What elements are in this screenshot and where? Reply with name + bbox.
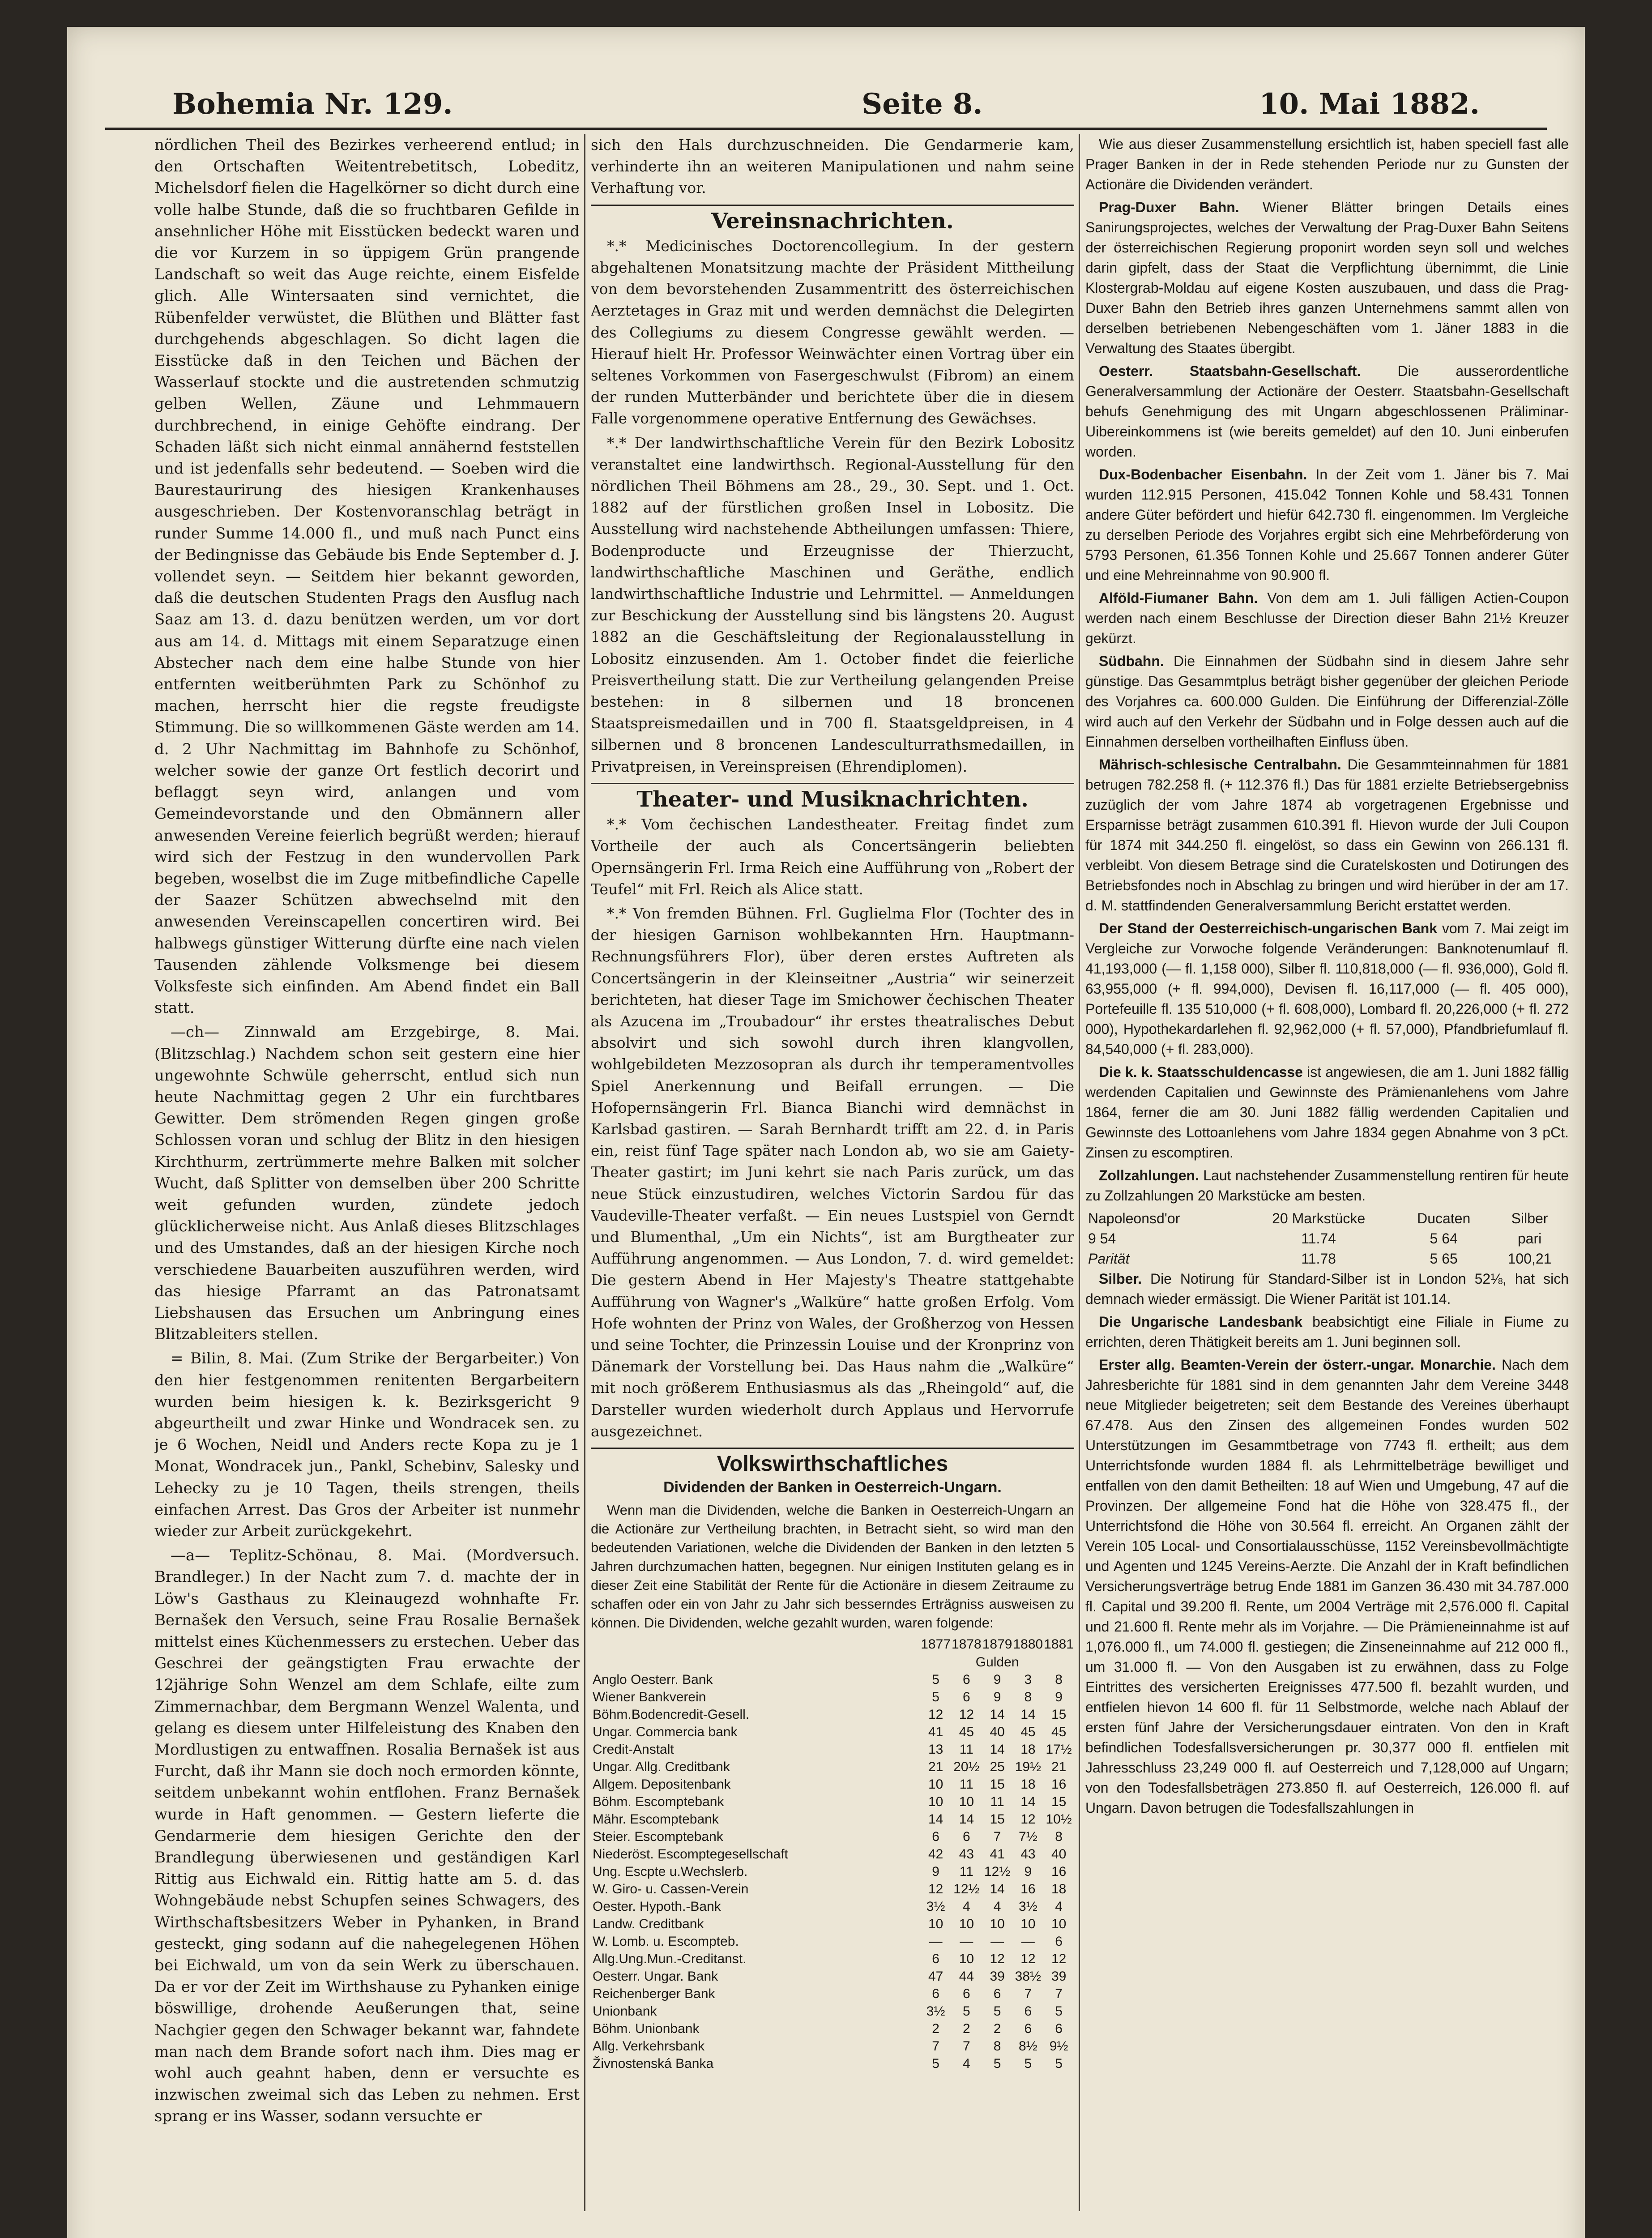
- year-header: 1879: [982, 1637, 1012, 1652]
- zoll-row: [1085, 1249, 1569, 1269]
- dividend-value: 7½: [1019, 1829, 1037, 1845]
- dividend-row: [591, 1793, 1074, 1811]
- dividend-value: 6: [932, 1829, 939, 1845]
- article-text: Die Gesammteinnahmen für 1881 betrugen 782.258 fl. (+ 112.376 fl.) Das für 1881 erzielte Betriebsergebniss zuzüglich der vom Jahre 1874 ab vorgetragenen Ergebnisse und Ersparnisse beträgt zusammen 610.391 fl. Hievon wurde der Juli Coupon für 1874 mit 344.250 fl. eingelöst, so dass ein Gewinn von 266.131 fl. verbleibt. Von diesem Betrage sind die Curatelskosten und Dotirungen des Betriebsfondes noch in Abschlag zu bringen und wird hierüber in der am 17. d. M. stattfindenden Generalversammlung Bericht erstattet werden.: [1085, 756, 1569, 914]
- dividend-value: 6: [1055, 2021, 1063, 2037]
- dividend-subheading: Dividenden der Banken in Oesterreich-Ungarn.: [663, 1479, 1002, 1496]
- zoll-cell: 11.78: [1301, 1251, 1336, 1267]
- company-name: Der Stand der Oesterreichisch-ungarischen Bank: [1099, 920, 1438, 936]
- dividend-value: 16: [1051, 1777, 1067, 1792]
- dividend-row: [591, 1898, 1074, 1915]
- column-society-theater-economy: [591, 134, 1074, 2220]
- dividend-value: 45: [1020, 1725, 1036, 1740]
- dividend-value: 11: [959, 1742, 973, 1757]
- dividend-value: 10: [1051, 1917, 1067, 1932]
- dividend-value: 14: [928, 1812, 943, 1827]
- dividend-value: 10: [928, 1777, 943, 1792]
- dividend-value: 43: [959, 1847, 974, 1862]
- bank-name: Steier. Escomptebank: [593, 1829, 723, 1845]
- article-saaz-hail: nördlichen Theil des Bezirkes verheerend entlud; in den Ortschaften Weitentrebetitsch, Lobeditz, Michelsdorf fielen die Hagelkörner so dicht durch eine volle halbe Stunde, daß die so fruchtbaren Gefilde in ansehnlicher Höhe mit Eisstücken bedeckt waren und die vor Kurzem in so üppigem Grün prangende Landschaft so weit das Auge reichte, einem Eisfelde glich. Alle Wintersaaten sind vernichtet, die Rübenfelder verwüstet, die Blüthen und Blätter fast durchgehends abgeschlagen. So dicht lagen die Eisstücke daß in den Teichen und Bächen der Wasserlauf stockte und die austretenden schmutzig gelben Wellen, Zäune und Lehmmauern durchbrechend, in einige Gehöfte eindrang. Der Schaden läßt sich nicht einmal annähernd feststellen und ist jedenfalls sehr bedeutend. — Soeben wird die Baurestaurirung des hiesigen Krankenhauses ausgeschrieben. Der Kostenvoranschlag beträgt in runder Summe 14.000 fl., und muß nach Punct eins der Bedingnisse das Gebäude bis Ende September d. J. vollendet seyn. — Seitdem hier bekannt geworden, daß die deutschen Studenten Prags den Ausflug nach Saaz am 13. d. dazu benützen werden, um vor dort aus am 14. d. Mittags mit einem Separatzuge einen Abstecher nach dem eine halbe Stunde von hier entfernten weitberühmten Park zu Schönhof zu machen, herrscht hier die regste freudigste Stimmung. Die so willkommenen Gäste werden am 14. d. 2 Uhr Nachmittag im Bahnhofe zu Schönhof, welcher sowie der ganze Ort festlich decorirt und beflaggt seyn wird, anlangen und vom Gemeindevorstande und den Obmännern aller anwesenden Vereine feierlich begrüßt werden; hierauf wird sich der Festzug in den wundervollen Park begeben, woselbst die im Zuge mitbefindliche Capelle der Saazer Schützen abwechselnd mit den anwesenden Vereinscapellen concertiren wird. Bei halbwegs günstiger Witterung dürfte eine nach vielen Tausenden zählende Volksmenge bei diesem Volksfeste sich einfinden. Am Abend findet ein Ball statt.: [154, 136, 580, 1017]
- dividend-value: 9: [993, 1672, 1001, 1687]
- dividend-value: 39: [990, 1969, 1005, 1984]
- dividend-value: 5: [993, 2004, 1001, 2019]
- dividend-value: 21: [928, 1760, 943, 1775]
- dividend-value: 12: [1051, 1952, 1067, 1967]
- article-text: beabsichtigt eine Filiale in Fiume zu errichten, deren Thätigkeit bereits am 1. Juni beginnen soll.: [1085, 1314, 1569, 1350]
- unit-label: Gulden: [975, 1655, 1019, 1670]
- dividend-value: 5: [932, 1690, 939, 1705]
- dividend-value: 12½: [953, 1882, 980, 1897]
- zoll-cell: Parität: [1088, 1251, 1130, 1267]
- bank-name: Allgem. Depositenbank: [593, 1777, 731, 1792]
- article-teplitz-continued: sich den Hals durchzuschneiden. Die Gendarmerie kam, verhinderte ihn an weiteren Manipulationen und nahm seine Verhaftung vor.: [591, 136, 1074, 197]
- dividend-value: 11: [990, 1794, 1004, 1810]
- dividend-value: 8: [993, 2039, 1001, 2054]
- dividend-row: [591, 1828, 1074, 1845]
- dividend-value: 41: [928, 1725, 943, 1740]
- dividend-value: 5: [993, 2056, 1001, 2071]
- zoll-row: [1085, 1229, 1569, 1249]
- zoll-header: Ducaten: [1417, 1210, 1471, 1226]
- zoll-header: 20 Markstücke: [1272, 1210, 1366, 1226]
- dividend-value: —: [1021, 1934, 1035, 1949]
- dividend-value: 6: [963, 1986, 970, 2002]
- dividend-row: [591, 1985, 1074, 2003]
- article-zollzahlungen: [1085, 1166, 1569, 1206]
- dividend-row: [591, 2020, 1074, 2037]
- dividend-value: 4: [1055, 1899, 1063, 1914]
- dividend-value: 38½: [1015, 1969, 1042, 1984]
- dividend-value: 10: [928, 1917, 943, 1932]
- dividend-value: 2: [932, 2021, 939, 2037]
- article-text: Die Notirung für Standard-Silber ist in London 52⅛, hat sich demnach wieder ermässigt. Die Wiener Parität ist 101.14.: [1085, 1271, 1569, 1307]
- page-header: [172, 74, 1480, 128]
- dividend-value: 5: [1055, 2004, 1063, 2019]
- column-rule-1: [584, 134, 585, 2211]
- dividend-row: [591, 2037, 1074, 2055]
- page-number: Seite 8.: [862, 87, 983, 121]
- dividend-value: 6: [932, 1952, 939, 1967]
- dividend-value: 6: [1024, 2021, 1032, 2037]
- year-header: 1878: [952, 1637, 982, 1652]
- dividend-value: 3½: [926, 2004, 945, 2019]
- dividend-value: —: [990, 1934, 1004, 1949]
- dividend-value: 3½: [926, 1899, 945, 1914]
- dividend-value: 9: [993, 1690, 1001, 1705]
- article-suedbahn: [1085, 651, 1569, 752]
- dividend-value: 15: [1051, 1794, 1067, 1810]
- article-lobositz-exhibition: *.* Der landwirthschaftliche Verein für den Bezirk Lobositz veranstaltet eine landwirthsch. Regional-Ausstellung für den nördlichen Theil Böhmens am 28., 29., 30. Sept. und 1. Oct. 1882 auf der fürstlichen großen Insel in Lobositz. Die Ausstellung wird nachstehende Abtheilungen umfassen: Thiere, Bodenproducte und Erzeugnisse der Thierzucht, landwirthschaftliche Maschinen und Geräthe, endlich landwirthschaftliche Industrie und Lehrmittel. — Anmeldungen zur Beschickung der Ausstellung sind bis längstens 20. August 1882 an die Geschäftsleitung der Regionalausstellung in Lobositz einzusenden. Am 1. October findet die feierliche Preisvertheilung statt. Die zur Vertheilung gelangenden Preise bestehen: in 8 silbernen und 18 broncenen Staatspreismedaillen und in 700 fl. Staatsgeldpreisen, in 4 silbernen und 8 broncenen Landesculturrathsmedaillen, in Privatpreisen, in Vereinspreisen (Ehrendiplomen).: [591, 434, 1074, 775]
- dividend-value: 14: [990, 1707, 1005, 1722]
- dividend-value: 12: [1020, 1952, 1036, 1967]
- bank-name: Mähr. Escomptebank: [593, 1812, 719, 1827]
- dividend-row: [591, 1671, 1074, 1688]
- dividend-value: 19½: [1015, 1760, 1042, 1775]
- dividend-value: 15: [990, 1812, 1005, 1827]
- dividend-row: [591, 1776, 1074, 1793]
- dividend-value: 8: [1055, 1829, 1063, 1845]
- dividend-header-blank: [591, 1635, 920, 1653]
- bank-name: W. Lomb. u. Escompteb.: [593, 1934, 739, 1949]
- dividend-value: 14: [1020, 1794, 1036, 1810]
- column-rule-2: [1079, 134, 1080, 2211]
- bank-name: Unionbank: [593, 2004, 657, 2019]
- article-teplitz: —a— Teplitz-Schönau, 8. Mai. (Mordversuch. Brandleger.) In der Nacht zum 7. d. machte der in Löw's Gasthaus zu Kleinaugezd wohnhafte Fr. Bernašek den Versuch, seine Frau Rosalie Bernašek mittelst eines Küchenmessers zu erstechen. Ueber das Geschrei der geängstigten Frau erwachte der 12jährige Sohn Wenzel am dem Schlafe, eilte zum Zimmernachbar, dem Bergmann Wenzel Walenta, und gelang es diesem unter Hilfeleistung des Knaben den Mordlustigen zu entwaffnen. Rosalia Bernašek ist aus Furcht, daß ihr Mann sie doch noch ermorden könnte, seitdem unbekannt wohin entflohen. Franz Bernašek wurde in Haft genommen. — Gestern lieferte die Gendarmerie dem hiesigen Gerichte den der Brandlegung überwiesenen und geständigen Karl Rittig aus Eichwald ein. Rittig hatte am 5. d. das Wohngebäude nebst Schupfen seines Schwagers, des Wirthschaftsbesitzers Weber in Pyhanken, in Brand gesteckt, ging sodann auf die nahegelegenen Höhen bei Eichwald, um von da sein Werk zu überschauen. Da er vor der Zeit im Wirthshause zu Pyhanken einige böswillige, drohende Aeußerungen that, seine Nachgier gegen den Schwager bekannt war, fahndete man nach dem Brande sofort nach ihm. Dies mag er wohl auch geahnt haben, denn er versuchte es inzwischen zweimal sich das Leben zu nehmen. Erst sprang er ins Wasser, sodann versuchte er: [154, 1546, 580, 2126]
- bank-name: Wiener Bankverein: [593, 1690, 706, 1705]
- dividend-value: 2: [963, 2021, 970, 2037]
- dividend-value: 43: [1020, 1847, 1036, 1862]
- dividend-value: 9: [1055, 1690, 1063, 1705]
- article-text: In der Zeit vom 1. Jäner bis 7. Mai wurden 112.915 Personen, 415.042 Tonnen Kohle und 58.431 Tonnen andere Güter befördert und hiefür 642.730 fl. eingenommen. Im Vergleiche zu derselben Periode des Vorjahres ergibt sich eine Mehrbeförderung von 5793 Personen, 61.356 Tonnen Kohle und 25.667 Tonnen anderer Güter und eine Mehreinnahme von 90.900 fl.: [1085, 466, 1569, 583]
- section-heading-volkswirthschaft: Volkswirthschaftliches: [591, 1448, 1074, 1475]
- dividend-value: 44: [959, 1969, 974, 1984]
- dividend-value: 5: [1055, 2056, 1063, 2071]
- zoll-cell: 100,21: [1507, 1251, 1552, 1267]
- dividend-row: [591, 1723, 1074, 1741]
- bank-name: Oester. Hypoth.-Bank: [593, 1899, 721, 1914]
- dividend-value: 6: [963, 1829, 970, 1845]
- article-staatsschuldencasse: [1085, 1062, 1569, 1163]
- article-text: vom 7. Mai zeigt im Vergleiche zur Vorwoche folgende Veränderungen: Banknotenumlauf fl. 41,193,000 (— fl. 1,158 000), Silber fl. 110,818,000 (— fl. 936,000), Gold fl. 63,955,000 (+ fl. 994,000), Devisen fl. 16,117,000 (— fl. 405 000), Portefeuille fl. 135 510,000 (+ fl. 608,000), Lombard fl. 20,226,000 (+ fl. 272 000), Hypothekardarlehen fl. 92,962,000 (+ fl. 57,000), Pfandbriefumlauf fl. 84,540,000 (+ fl. 283,000).: [1085, 920, 1569, 1057]
- article-doctorencollegium: *.* Medicinisches Doctorencollegium. In der gestern abgehaltenen Monatsitzung machte der Präsident Mittheilung von dem bevorstehenden Zusammentritt des österreichischen Aerztetages in Graz mit und werden demnächst die Delegirten des Collegiums zu diesem Congresse gewählt werden. — Hierauf hielt Hr. Professor Weinwächter einen Vortrag über ein seltenes Vorkommen von Fasergeschwulst (Fibrom) an einem der runden Mutterbänder und berichtete über die in diesem Falle vorgenommene operative Entfernung des Gewächses.: [591, 237, 1074, 427]
- bank-name: Živnostenská Banka: [593, 2056, 714, 2071]
- dividend-value: 10: [1020, 1917, 1036, 1932]
- dividend-row: [591, 1845, 1074, 1863]
- issue-date: 10. Mai 1882.: [1259, 87, 1480, 121]
- dividend-value: 8: [1024, 1690, 1032, 1705]
- dividend-value: 14: [990, 1742, 1005, 1757]
- dividend-row: [591, 1811, 1074, 1828]
- year-header: 1881: [1044, 1637, 1074, 1652]
- year-header: 1880: [1013, 1637, 1043, 1652]
- header-rule: [105, 128, 1547, 130]
- article-bilin: = Bilin, 8. Mai. (Zum Strike der Bergarbeiter.) Von den hier festgenommen renitenten Bergarbeitern wurden beim hiesigen k. k. Bezirksgericht 9 abgeurtheilt und zwar Hinke und Wondracek sen. zu je 6 Wochen, Neidl und Anders recte Kopa zu je 1 Monat, Wondracek jun., Pankl, Schebinv, Salesky und Lehecky zu je 10 Tagen, theils strengen, theils einfachen Arrest. Das Gros der Arbeiter ist nunmehr wieder zur Arbeit zurückgekehrt.: [154, 1350, 580, 1540]
- dividend-value: 18: [1020, 1742, 1036, 1757]
- dividend-value: 3½: [1019, 1899, 1037, 1914]
- dividend-value: —: [960, 1934, 973, 1949]
- dividend-value: 47: [928, 1969, 943, 1984]
- article-prag-duxer: [1085, 197, 1569, 359]
- bank-name: Allg.Ung.Mun.-Creditanst.: [593, 1952, 747, 1967]
- dividend-value: 3: [1024, 1672, 1032, 1687]
- dividend-value: 14: [959, 1812, 974, 1827]
- bank-name: Böhm. Escomptebank: [593, 1794, 724, 1810]
- company-name: Die Ungarische Landesbank: [1099, 1314, 1302, 1330]
- dividend-value: 10: [959, 1952, 974, 1967]
- dividend-value: 8: [1055, 1672, 1063, 1687]
- article-text: Die ausserordentliche Generalversammlung der Actionäre der Oesterr. Staatsbahn-Gesellschaft behufs Genehmigung des mit Ungarn abgeschlossenen Präliminar-Uibereinkommens ist (wie bereits gemeldet) auf den 10. Juni einberufen worden.: [1085, 363, 1569, 460]
- dividend-value: 10: [959, 1917, 974, 1932]
- article-silber: [1085, 1269, 1569, 1309]
- unit-row: [591, 1653, 1074, 1671]
- article-text: Laut nachstehender Zusammenstellung rentiren für heute zu Zollzahlungen 20 Markstücke am besten.: [1085, 1167, 1569, 1204]
- dividend-value: 14: [1020, 1707, 1036, 1722]
- dividend-value: 7: [963, 2039, 970, 2054]
- dividend-value: 42: [928, 1847, 943, 1862]
- company-name: Mährisch-schlesische Centralbahn.: [1099, 756, 1341, 773]
- dividend-row: [591, 1880, 1074, 1898]
- bank-name: Landw. Creditbank: [593, 1917, 704, 1932]
- dividend-value: 16: [1051, 1864, 1067, 1879]
- zoll-cell: 9 54: [1088, 1230, 1116, 1247]
- zoll-header-row: [1085, 1209, 1569, 1229]
- section-heading-theater: Theater- und Musiknachrichten.: [591, 783, 1074, 810]
- article-ungarische-landesbank: [1085, 1312, 1569, 1352]
- bank-name: Oesterr. Ungar. Bank: [593, 1969, 718, 1984]
- dividend-row: [591, 2055, 1074, 2072]
- column-local-news: [154, 134, 580, 2220]
- dividend-value: 12: [928, 1707, 943, 1722]
- dividend-value: 40: [1051, 1847, 1067, 1862]
- company-name: Silber.: [1099, 1271, 1142, 1287]
- dividend-value: 12½: [984, 1864, 1011, 1879]
- dividend-value: 7: [932, 2039, 939, 2054]
- dividend-value: 2: [993, 2021, 1001, 2037]
- dividend-value: 45: [1051, 1725, 1067, 1740]
- dividend-value: 40: [990, 1725, 1005, 1740]
- bank-name: Ungar. Commercia bank: [593, 1725, 738, 1740]
- article-beamten-verein: [1085, 1355, 1569, 1818]
- company-name: Dux-Bodenbacher Eisenbahn.: [1099, 466, 1307, 483]
- bank-name: Niederöst. Escomptegesellschaft: [593, 1847, 788, 1862]
- article-national-bank: [1085, 918, 1569, 1059]
- dividend-value: 12: [990, 1952, 1005, 1967]
- column-finance-news: [1085, 134, 1569, 2220]
- dividend-row: [591, 1688, 1074, 1706]
- dividend-value: 7: [993, 1829, 1001, 1845]
- dividend-value: 15: [990, 1777, 1005, 1792]
- zoll-table: [1085, 1209, 1569, 1269]
- dividend-value: 12: [928, 1882, 943, 1897]
- dividend-value: 6: [993, 1986, 1001, 2002]
- article-zinnwald: —ch— Zinnwald am Erzgebirge, 8. Mai. (Blitzschlag.) Nachdem schon seit gestern eine hier ungewohnte Schwüle geherrscht, entlud sich nun heute Nachmittag gegen 2 Uhr ein furchtbares Gewitter. Dem strömenden Regen gingen große Schlossen voran und schlug der Blitz in den hiesigen Kirchthurm, zertrümmerte mehre Balken mit solcher Wucht, daß Splitter von demselben über 200 Schritte weit gefunden wurden, zündete jedoch glücklicherweise nicht. Aus Anlaß dieses Blitzschlages und des Umstandes, daß an der hiesigen Kirche noch verschiedene Bauarbeiten auszuführen werden, wird das hiesige Pfarramt an das Patronatsamt Liebshausen das Ersuchen um Anbringung eines Blitzableiters stellen.: [154, 1023, 580, 1344]
- dividend-value: 25: [990, 1760, 1005, 1775]
- masthead-title: Bohemia Nr. 129.: [172, 87, 453, 121]
- dividend-value: 15: [1051, 1707, 1067, 1722]
- zoll-cell: pari: [1517, 1230, 1542, 1247]
- bank-name: Ungar. Allg. Creditbank: [593, 1760, 730, 1775]
- company-name: Zollzahlungen.: [1099, 1167, 1199, 1183]
- zoll-header: Napoleonsd'or: [1088, 1210, 1180, 1226]
- article-alfoeld-fiume: [1085, 588, 1569, 649]
- dividend-value: 39: [1051, 1969, 1067, 1984]
- article-text: Wiener Blätter bringen Details eines Sanirungsprojectes, welches der Verwaltung der Prag-Duxer Bahn Seitens der österreichischen Regierung proponirt worden seyn soll und welches darin gipfelt, dass der Staat die Verpflichtung übernimmt, die Linie Klostergrab-Moldau auf eigene Kosten auszubauen, und dass die Prag-Duxer Bahn den Betrieb ihres ganzen Unternehmens sammt allen von derselben betriebenen Nebengeschäften vom 1. Jäner 1883 in die Verwaltung des Staates übergibt.: [1085, 199, 1569, 356]
- dividend-value: 7: [1024, 1986, 1032, 2002]
- dividend-value: 21: [1051, 1760, 1067, 1775]
- dividend-value: 18: [1051, 1882, 1067, 1897]
- dividend-row: [591, 1741, 1074, 1758]
- zoll-header: Silber: [1511, 1210, 1548, 1226]
- dividend-value: 10: [990, 1917, 1005, 1932]
- dividend-row: [591, 1968, 1074, 1985]
- dividend-value: 11: [959, 1864, 973, 1879]
- dividend-value: 4: [963, 1899, 970, 1914]
- article-dux-bodenbach: [1085, 465, 1569, 585]
- dividend-value: 5: [932, 2056, 939, 2071]
- article-fremde-buehnen: *.* Von fremden Bühnen. Frl. Guglielma Flor (Tochter des in der hiesigen Garnison wohlbekannten Hrn. Hauptmann-Rechnungsführers Flor), über deren erstes Auftreten als Concertsängerin in der Kleinseitner „Austria“ wir seinerzeit berichteten, hat dieser Tage im Smichower čechischen Theater als Azucena im „Troubadour“ ihr erstes theatralisches Debut absolvirt und sich sowohl durch ihren klangvollen, wohlgebildeten Mezzosopran als durch ihr temperamentvolles Spiel Anerkennung und Beifall errungen. — Die Hofopernsängerin Frl. Bianca Bianchi wird demnächst in Karlsbad gastiren. — Sarah Bernhardt trifft am 22. d. in Paris ein, reist fünf Tage später nach London ab, wo sie am Gaiety-Theater gastirt; im Juni kehrt sie nach Paris zurück, um das neue Stück einzustudiren, welches Victorin Sardou für das Vaudeville-Theater verfaßt. — Ein neues Lustspiel von Gerndt und Blumenthal, „Um ein Nichts“, ist am Burgtheater zur Aufführung angenommen. — Aus London, 7. d. wird gemeldet: Die gestern Abend in Her Majesty's Theatre stattgehabte Aufführung von Wagner's „Walküre“ hatte großen Erfolg. Vom Hofe wohnten der Prinz von Wales, der Großherzog von Hessen und seine Tochter, die Prinzessin Louise und der Kronprinz von Dänemark der Vorstellung bei. Das Haus nahm die „Walküre“ mit noch größerem Enthusiasmus als das „Rheingold“ auf, die Darsteller wurden wiederholt durch Applaus und Hervorrufe ausgezeichnet.: [591, 904, 1074, 1440]
- dividend-value: 11: [959, 1777, 973, 1792]
- unit-blank: [591, 1653, 920, 1671]
- dividend-value: 4: [993, 1899, 1001, 1914]
- section-heading-vereinsnachrichten: Vereinsnachrichten.: [591, 205, 1074, 232]
- article-text: Nach dem Jahresberichte für 1881 sind in dem genannten Jahr dem Vereine 3448 neue Mitglieder beigetreten; seit dem Bestande des Vereines überhaupt 67.478. Aus den Zinsen des allgemeinen Fondes wurden 502 Unterstützungen im Gesammtbetrage von 7743 fl. ertheilt; aus dem Unterrichtsfonde wurden 1884 fl. als Lehrmittelbeträge bewilliget und entfallen von den damit Betheilten: 18 auf Wien und Umgebung, 47 auf die Provinzen. Der allgemeine Fond hat die Höhe von 328.475 fl., der Unterrichtsfond die Höhe von 30.564 fl. erreicht. An Organen zählt der Verein 105 Local- und Consortialausschüsse, 1152 Vereinsbevollmächtigte und Agenten und 1245 Vereins-Aerzte. Die Anzahl der in Kraft befindlichen Versicherungsverträge betrug Ende 1881 im Ganzen 36.430 mit 34.787.000 fl. Capital und 39.200 fl. Rente, um 2004 Verträge mit 2,576.000 fl. Capital und 21.600 fl. Rente mehr als im Vorjahre. — Die Prämieneinnahme ist auf 1,076.000 fl., um 74.000 fl. gestiegen; die Zinseneinnahme auf 212 000 fl., um 31.000 fl. — Von den Ausgaben ist zu erwähnen, dass zu Folge Eintrittes des versicherten Ereignisses 477.500 fl. bezahlt wurden, und entfielen hievon 14 600 fl. für 11 Selbstmorde, welche nach Ablauf der ersten fünf Jahre der Versicherungsdauer eintraten. Von den in Kraft befindlichen Todesfallsversicherungen pr. 30,377 000 fl. entfielen mit Jahresschluss 23,249 000 fl. auf Oesterreich und 7,128,000 auf Ungarn; von den Todesfallsbeträgen 273.850 fl. auf Oesterreich, 126.000 fl. auf Ungarn. Davon betrugen die Todesfallszahlungen in: [1085, 1357, 1569, 1816]
- dividend-value: —: [929, 1934, 943, 1949]
- dividend-value: 4: [963, 2056, 970, 2071]
- dividend-row: [591, 1933, 1074, 1950]
- dividend-table: [591, 1635, 1074, 2072]
- company-name: Erster allg. Beamten-Verein der österr.-ungar. Monarchie.: [1099, 1357, 1496, 1373]
- dividend-value: 45: [959, 1725, 974, 1740]
- zoll-cell: 5 65: [1430, 1251, 1458, 1267]
- article-text: Von dem am 1. Juli fälligen Actien-Coupon werden nach einem Beschlusse der Direction dieser Bahn 21½ Kreuzer gekürzt.: [1085, 590, 1569, 646]
- dividend-value: 6: [1024, 2004, 1032, 2019]
- zoll-cell: 11.74: [1301, 1230, 1336, 1247]
- dividend-intro: Wenn man die Dividenden, welche die Banken in Oesterreich-Ungarn an die Actionäre zur Vertheilung brachten, in Betracht sieht, so wird man den bedeutenden Variationen, welche die Dividenden der Banken in den letzten 5 Jahren durchzumachen hatten, begegnen. Nur einigen Instituten gelang es in dieser Zeit eine Stabilität der Rente für die Actionäre in diesem Zeitraume zu schaffen oder ein von Jahr zu Jahr sich besserndes Erträgniss ausweisen zu können. Die Dividenden, welche gezahlt wurden, waren folgende:: [591, 1502, 1074, 1631]
- bank-name: Credit-Anstalt: [593, 1742, 674, 1757]
- bank-name: Böhm.Bodencredit-Gesell.: [593, 1707, 750, 1722]
- dividend-row: [591, 1758, 1074, 1776]
- dividend-value: 10: [928, 1794, 943, 1810]
- dividend-value: 16: [1020, 1882, 1036, 1897]
- dividend-table-body: [591, 1671, 1074, 2072]
- dividend-value: 10: [959, 1794, 974, 1810]
- dividend-value: 14: [990, 1882, 1005, 1897]
- dividend-row: [591, 1863, 1074, 1880]
- dividend-value: 6: [1055, 1934, 1063, 1949]
- company-name: Die k. k. Staatsschuldencasse: [1099, 1064, 1303, 1080]
- article-text: Die Einnahmen der Südbahn sind in diesem Jahre sehr günstige. Das Gesammtplus beträgt bisher gegenüber der gleichen Periode des Vorjahres ca. 600.000 Gulden. Die Einführung der Differenzial-Zölle wird auch auf den Verkehr der Südbahn und in Folge dessen auch auf die Einnahmen derselben vortheilhaften Einfluss üben.: [1085, 653, 1569, 750]
- company-name: Prag-Duxer Bahn.: [1099, 199, 1239, 215]
- dividend-value: 41: [990, 1847, 1005, 1862]
- article-text: ist angewiesen, die am 1. Juni 1882 fällig werdenden Capitalien und Gewinnste des Prämienanlehens vom Jahre 1864, ferner die am 30. Juni 1882 fällig werdenden Capitalien und Gewinnste des Lottoanlehens vom Jahre 1834 gegen Abnahme von 3 pCt. Zinsen zu escomptiren.: [1085, 1064, 1569, 1161]
- dividend-value: 9: [1024, 1864, 1032, 1879]
- dividend-value: 8½: [1019, 2039, 1037, 2054]
- dividend-table-header: [591, 1635, 1074, 1653]
- bank-name: Anglo Oesterr. Bank: [593, 1672, 713, 1687]
- article-staatsbahn: [1085, 361, 1569, 462]
- bank-name: W. Giro- u. Cassen-Verein: [593, 1882, 749, 1897]
- dividend-value: 17½: [1046, 1742, 1072, 1757]
- zoll-cell: 5 64: [1430, 1230, 1458, 1247]
- dividend-value: 6: [963, 1672, 970, 1687]
- dividend-value: 12: [959, 1707, 974, 1722]
- dividend-value: 6: [932, 1986, 939, 2002]
- year-header: 1877: [921, 1637, 951, 1652]
- dividend-row: [591, 1950, 1074, 1968]
- bank-name: Ung. Escpte u.Wechslerb.: [593, 1864, 748, 1879]
- article-landestheater: *.* Vom čechischen Landestheater. Freitag findet zum Vortheile der auch als Concertsängerin beliebten Opernsängerin Frl. Irma Reich eine Aufführung von „Robert der Teufel“ mit Frl. Reich als Alice statt.: [591, 816, 1074, 898]
- dividend-value: 5: [1024, 2056, 1032, 2071]
- dividend-value: 6: [963, 1690, 970, 1705]
- bank-name: Allg. Verkehrsbank: [593, 2039, 705, 2054]
- dividend-value: 10½: [1046, 1812, 1072, 1827]
- dividend-value: 9: [932, 1864, 939, 1879]
- dividend-value: 13: [928, 1742, 943, 1757]
- company-name: Alföld-Fiumaner Bahn.: [1099, 590, 1258, 606]
- company-name: Südbahn.: [1099, 653, 1164, 669]
- dividend-row: [591, 2003, 1074, 2020]
- dividend-row: [591, 1915, 1074, 1933]
- dividend-value: 7: [1055, 1986, 1063, 2002]
- dividend-row: [591, 1706, 1074, 1723]
- bank-name: Böhm. Unionbank: [593, 2021, 700, 2037]
- article-prague-banks: Wie aus dieser Zusammenstellung ersichtlich ist, haben speciell fast alle Prager Banken in der in Rede stehenden Periode nur zu Gunsten der Actionäre die Dividenden verändert.: [1085, 136, 1569, 192]
- dividend-value: 18: [1020, 1777, 1036, 1792]
- dividend-value: 20½: [953, 1760, 980, 1775]
- bank-name: Reichenberger Bank: [593, 1986, 715, 2002]
- dividend-value: 5: [932, 1672, 939, 1687]
- article-maehrisch-schlesisch: [1085, 755, 1569, 916]
- dividend-value: 12: [1020, 1812, 1036, 1827]
- dividend-value: 5: [963, 2004, 970, 2019]
- dividend-value: 9½: [1049, 2039, 1068, 2054]
- company-name: Oesterr. Staatsbahn-Gesellschaft.: [1099, 363, 1361, 379]
